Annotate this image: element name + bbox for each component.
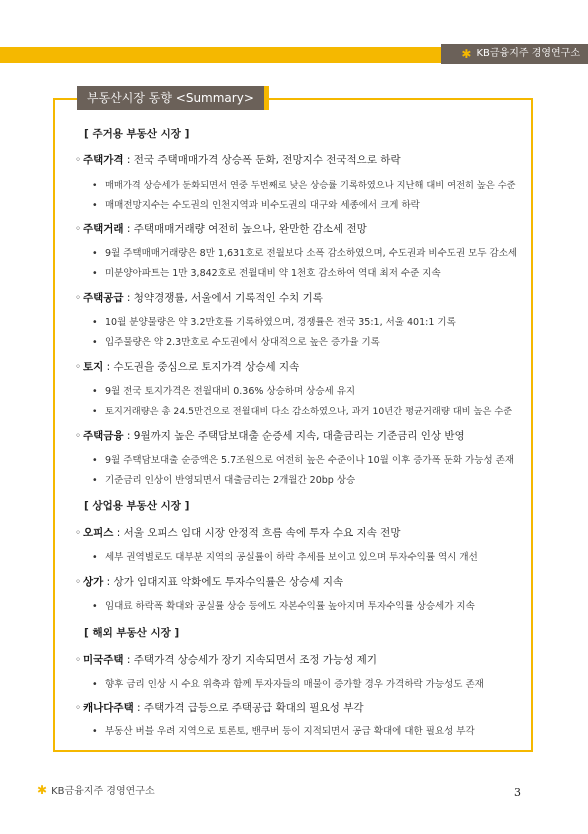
circle-bullet-icon: ◦: [75, 654, 82, 666]
footer-logo: ✱ KB금융지주 경영연구소: [37, 782, 155, 797]
list-item: • 부동산 버블 우려 지역으로 토론토, 밴쿠버 등이 지적되면서 공급 확대에 대한 필요성 부각: [92, 726, 475, 737]
summary-title: 부동산시장 동향 <Summary>: [77, 86, 269, 110]
list-item: • 입주물량은 약 2.3만호로 수도권에서 상대적으로 높은 증가율 기록: [92, 337, 380, 348]
bullet-icon: •: [92, 317, 98, 328]
bullet-icon: •: [92, 552, 98, 563]
bullet-icon: •: [92, 601, 98, 612]
bullet-icon: •: [92, 337, 98, 348]
topic-us-housing: ◦ 미국주택 : 주택가격 상승세가 장기 지속되면서 조정 가능성 제기: [75, 654, 377, 666]
list-item: • 토지거래량은 총 24.5만건으로 전월대비 다소 감소하였으나, 과거 10년간 평균거래량 대비 높은 수준: [92, 406, 513, 417]
section-heading-residential: [ 주거용 부동산 시장 ]: [84, 128, 190, 140]
topic-housing-transaction: ◦ 주택거래 : 주택매매거래량 여전히 높으나, 완만한 감소세 전망: [75, 223, 367, 235]
topic-canada-housing: ◦ 캐나다주택 : 주택가격 급등으로 주택공급 확대의 필요성 부각: [75, 702, 364, 714]
bullet-icon: •: [92, 455, 98, 466]
bullet-icon: •: [92, 200, 98, 211]
brand-logo-text: KB금융지주 경영연구소: [476, 48, 580, 59]
topic-housing-supply: ◦ 주택공급 : 청약경쟁률, 서울에서 기록적인 수치 기록: [75, 292, 323, 304]
bullet-icon: •: [92, 679, 98, 690]
bullet-icon: •: [92, 268, 98, 279]
topic-housing-finance: ◦ 주택금융 : 9월까지 높은 주택담보대출 순증세 지속, 대출금리는 기준금리 인상 반영: [75, 430, 465, 442]
bullet-icon: •: [92, 475, 98, 486]
section-heading-commercial: [ 상업용 부동산 시장 ]: [84, 500, 190, 512]
section-heading-overseas: [ 해외 부동산 시장 ]: [84, 627, 180, 639]
kb-star-icon: ✱: [461, 47, 472, 61]
page-number: 3: [514, 786, 521, 799]
list-item: • 세부 권역별로도 대부분 지역의 공실률이 하락 추세를 보이고 있으며 투자수익률 역시 개선: [92, 552, 478, 563]
kb-star-icon: ✱: [37, 782, 48, 797]
circle-bullet-icon: ◦: [75, 361, 82, 373]
circle-bullet-icon: ◦: [75, 527, 82, 539]
circle-bullet-icon: ◦: [75, 223, 82, 235]
circle-bullet-icon: ◦: [75, 430, 82, 442]
circle-bullet-icon: ◦: [75, 154, 82, 166]
bullet-icon: •: [92, 726, 98, 737]
bullet-icon: •: [92, 386, 98, 397]
list-item: • 10월 분양물량은 약 3.2만호를 기록하였으며, 경쟁률은 전국 35:1, 서울 401:1 기록: [92, 317, 456, 328]
topic-retail: ◦ 상가 : 상가 임대지표 악화에도 투자수익률은 상승세 지속: [75, 576, 344, 588]
circle-bullet-icon: ◦: [75, 292, 82, 304]
bullet-icon: •: [92, 180, 98, 191]
topic-housing-price: ◦ 주택가격 : 전국 주택매매가격 상승폭 둔화, 전망지수 전국적으로 하락: [75, 154, 401, 166]
topic-land: ◦ 토지 : 수도권을 중심으로 토지가격 상승세 지속: [75, 361, 300, 373]
list-item: • 9월 전국 토지가격은 전월대비 0.36% 상승하며 상승세 유지: [92, 386, 356, 397]
list-item: • 매매가격 상승세가 둔화되면서 연중 두번째로 낮은 상승률 기록하였으나 지난해 대비 여전히 높은 수준: [92, 180, 516, 191]
list-item: • 9월 주택담보대출 순증액은 5.7조원으로 여전히 높은 수준이나 10월 이후 증가폭 둔화 가능성 존재: [92, 455, 515, 466]
list-item: • 9월 주택매매거래량은 8만 1,631호로 전월보다 소폭 감소하였으며, 수도권과 비수도권 모두 감소세: [92, 248, 518, 259]
bullet-icon: •: [92, 248, 98, 259]
circle-bullet-icon: ◦: [75, 702, 82, 714]
list-item: • 미분양아파트는 1만 3,842호로 전월대비 약 1천호 감소하여 역대 최저 수준 지속: [92, 268, 441, 279]
list-item: • 향후 금리 인상 시 수요 위축과 함께 투자자들의 매물이 증가할 경우 가격하락 가능성도 존재: [92, 679, 484, 690]
circle-bullet-icon: ◦: [75, 576, 82, 588]
topic-office: ◦ 오피스 : 서울 오피스 임대 시장 안정적 흐름 속에 투자 수요 지속 전망: [75, 527, 401, 539]
list-item: • 임대료 하락폭 확대와 공실률 상승 등에도 자본수익률 높아지며 투자수익률 상승세가 지속: [92, 601, 475, 612]
list-item: • 기준금리 인상이 반영되면서 대출금리는 2개월간 20bp 상승: [92, 475, 356, 486]
list-item: • 매매전망지수는 수도권의 인천지역과 비수도권의 대구와 세종에서 크게 하락: [92, 200, 420, 211]
bullet-icon: •: [92, 406, 98, 417]
brand-tab: [441, 44, 588, 64]
